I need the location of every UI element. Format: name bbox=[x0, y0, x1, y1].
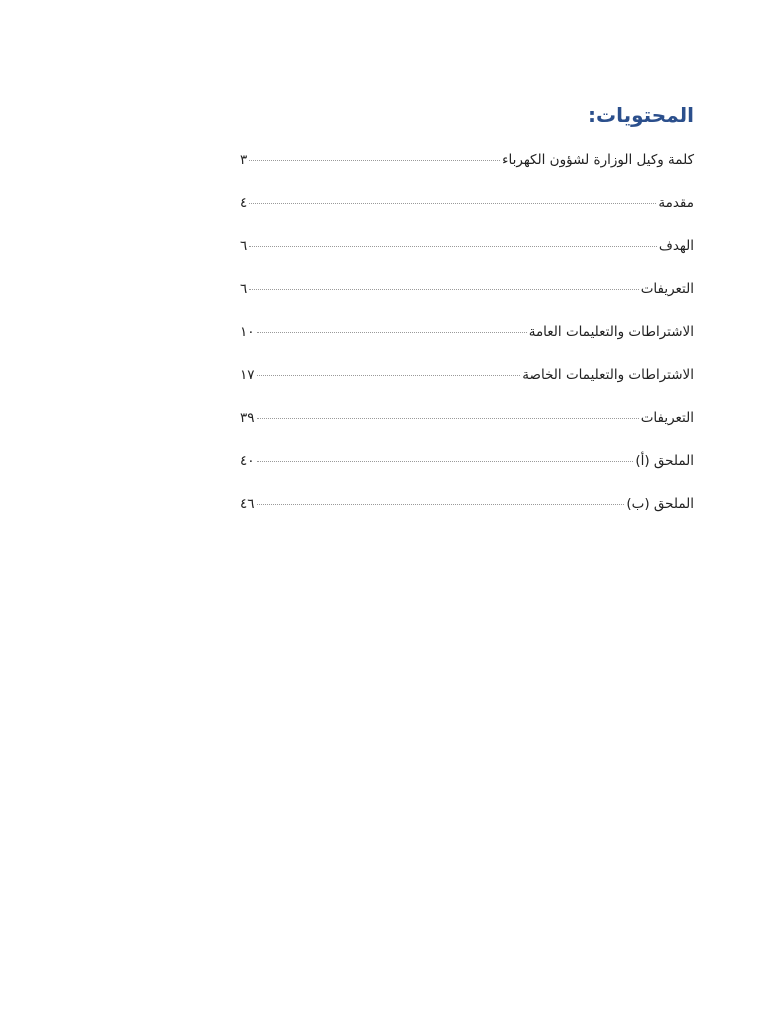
toc-entry-label: الاشتراطات والتعليمات العامة bbox=[528, 324, 694, 340]
toc-entry-page: ٦ bbox=[240, 281, 248, 297]
toc-entry bbox=[240, 365, 694, 408]
toc-entry bbox=[240, 408, 694, 451]
toc-entry bbox=[240, 494, 694, 537]
toc-entry-page: ٣٩ bbox=[240, 410, 255, 426]
toc-entry-label: كلمة وكيل الوزارة لشؤون الكهرباء bbox=[502, 152, 694, 168]
toc-dot-leader bbox=[249, 246, 657, 247]
toc-entry-page: ١٧ bbox=[240, 367, 255, 383]
toc-entry-label: الملحق (أ) bbox=[635, 453, 694, 469]
toc-entry-label: الملحق (ب) bbox=[626, 496, 694, 512]
toc-entry-label: التعريفات bbox=[640, 281, 694, 297]
toc-dot-leader bbox=[257, 418, 639, 419]
toc-entry-page: ٣ bbox=[240, 152, 248, 168]
toc-dot-leader bbox=[257, 504, 625, 505]
toc-entry-page: ٤ bbox=[240, 195, 248, 211]
toc-list bbox=[240, 150, 694, 537]
toc-entry-label: الهدف bbox=[658, 238, 694, 254]
toc-entry bbox=[240, 279, 694, 322]
toc-entry bbox=[240, 322, 694, 365]
toc-dot-leader bbox=[257, 461, 634, 462]
toc-title: المحتويات: bbox=[587, 103, 694, 127]
toc-dot-leader bbox=[249, 289, 638, 290]
toc-entry-label: مقدمة bbox=[658, 195, 694, 211]
toc-entry-page: ٤٦ bbox=[240, 496, 255, 512]
toc-entry bbox=[240, 193, 694, 236]
toc-entry-page: ٤٠ bbox=[240, 453, 255, 469]
toc-entry-page: ١٠ bbox=[240, 324, 255, 340]
toc-entry-page: ٦ bbox=[240, 238, 248, 254]
toc-entry-label: التعريفات bbox=[640, 410, 694, 426]
toc-dot-leader bbox=[249, 203, 656, 204]
toc-entry bbox=[240, 236, 694, 279]
toc-dot-leader bbox=[249, 160, 500, 161]
toc-dot-leader bbox=[257, 332, 527, 333]
toc-dot-leader bbox=[257, 375, 521, 376]
toc-entry bbox=[240, 150, 694, 193]
table-of-contents bbox=[240, 100, 694, 537]
toc-entry bbox=[240, 451, 694, 494]
toc-entry-label: الاشتراطات والتعليمات الخاصة bbox=[522, 367, 694, 383]
